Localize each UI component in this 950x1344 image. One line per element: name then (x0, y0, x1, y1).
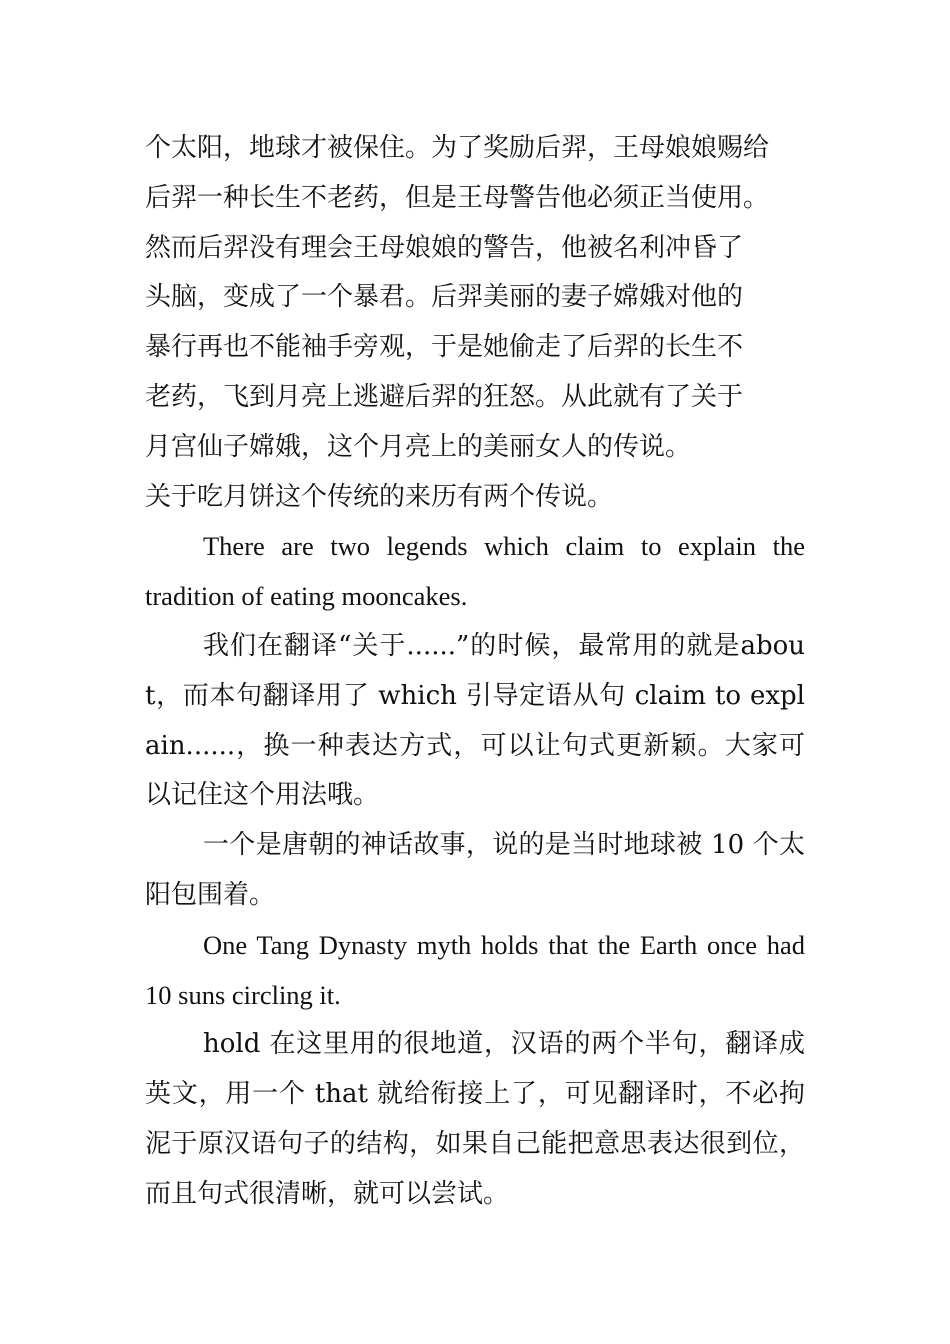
text-line: 然而后羿没有理会王母娘娘的警告，他被名利冲昏了 (145, 232, 744, 263)
paragraph-legends-intro-cn: 关于吃月饼这个传统的来历有两个传说。 (145, 481, 614, 512)
text-line: 头脑，变成了一个暴君。后羿美丽的妻子嫦娥对他的 (145, 282, 744, 313)
text-line: 暴行再也不能袖手旁观，于是她偷走了后羿的长生不 (145, 332, 744, 363)
text-line: 月宫仙子嫦娥，这个月亮上的美丽女人的传说。 (145, 431, 692, 462)
paragraph-note-hold: hold 在这里用的很地道，汉语的两个半句，翻译成英文，用一个 that 就给衔接上了，可见翻译时，不必拘泥于原汉语句子的结构，如果自己能把意思表达很到位，而且句式很清晰，就可以尝试。 (145, 1029, 805, 1209)
document-page (145, 124, 805, 1220)
text-line: 个太阳，地球才被保住。为了奖励后羿，王母娘娘赐给 (145, 133, 770, 163)
paragraph-tang-myth-en: One Tang Dynasty myth holds that the Earth once had 10 suns circling it. (145, 929, 805, 1010)
text-line: 后羿一种长生不老药，但是王母警告他必须正当使用。 (145, 182, 770, 213)
text-line: 老药，飞到月亮上逃避后羿的狂怒。从此就有了关于 (145, 381, 744, 412)
paragraph-note-about: 我们在翻译“关于......”的时候，最常用的就是about，而本句翻译用了 which 引导定语从句 claim to explain......，换一种表达方式，可以让句式更新颖。大家可以记住这个用法哦。 (145, 630, 805, 811)
paragraph-story-continuation (145, 124, 805, 473)
paragraph-tang-myth-cn: 一个是唐朝的神话故事，说的是当时地球被 10 个太阳包围着。 (145, 830, 805, 910)
paragraph-legends-intro-en: There are two legends which claim to explain the tradition of eating mooncakes. (145, 531, 805, 612)
